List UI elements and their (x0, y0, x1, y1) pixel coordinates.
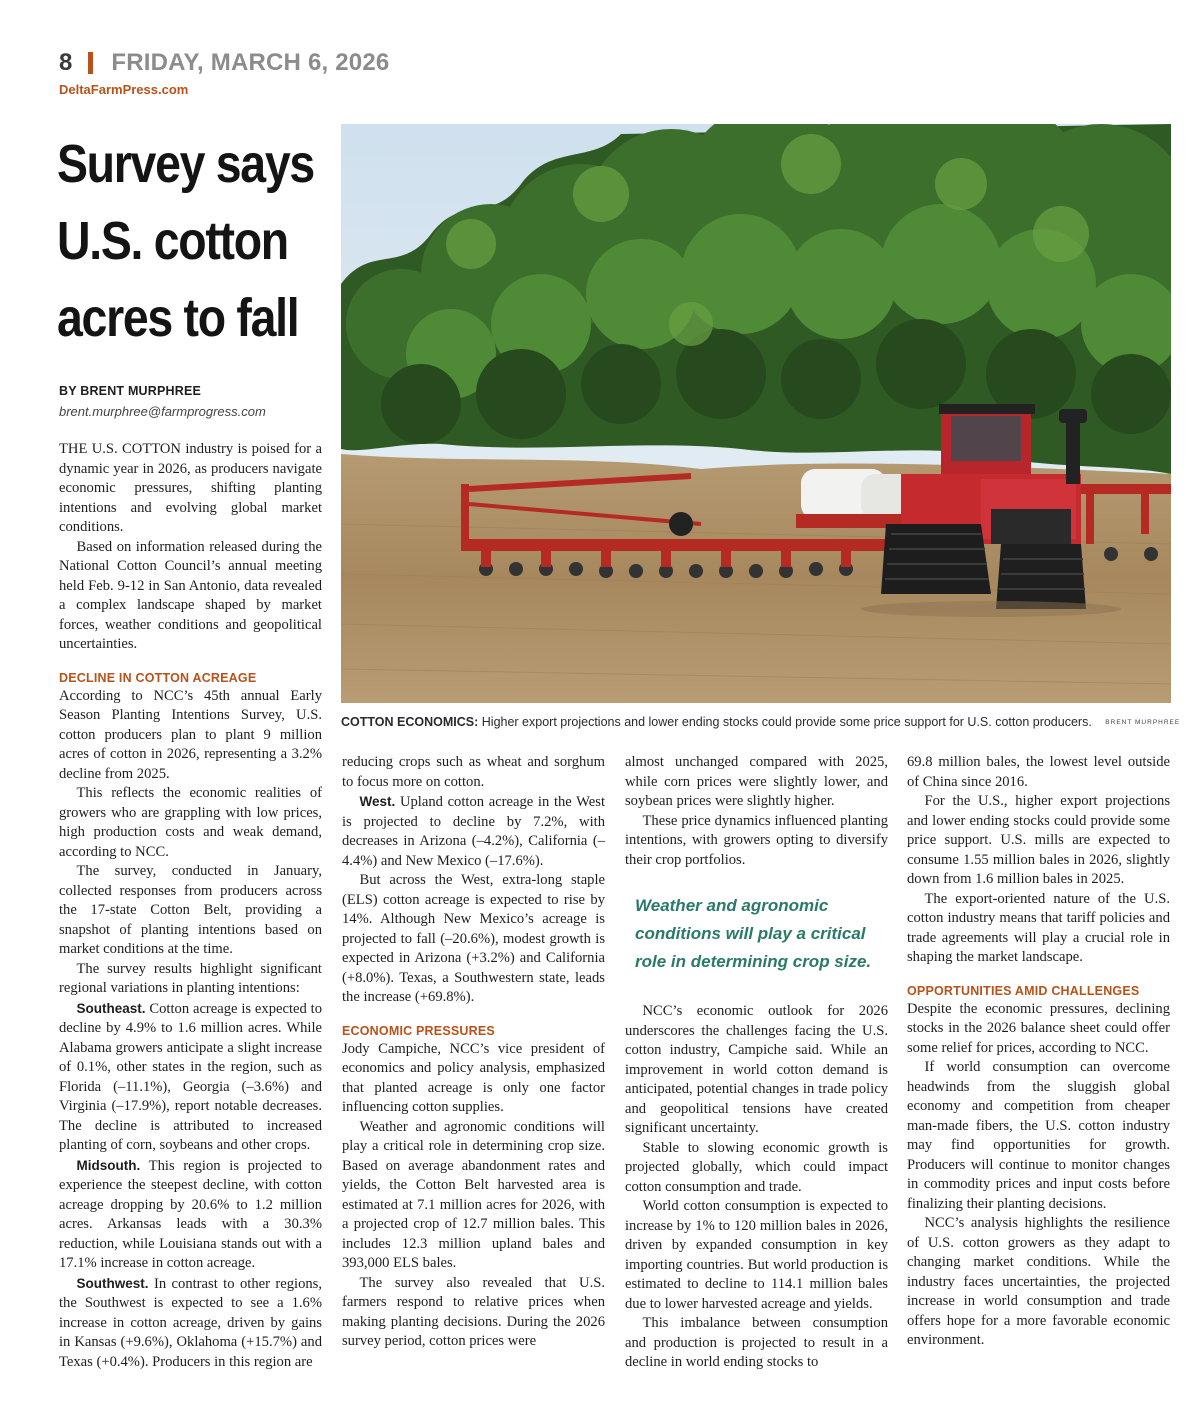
subhead-decline: DECLINE IN COTTON ACREAGE (59, 670, 257, 685)
paragraph: Jody Campiche, NCC’s vice president of economics and policy analysis, emphasized that planted acreage is only one factor influencing cotton supplies. (342, 1040, 605, 1115)
paragraph: Stable to slowing economic growth is projected globally, which could impact cotton consumption and trade. (625, 1139, 888, 1195)
paragraph: THE U.S. COTTON industry is poised for a dynamic year in 2026, as producers navigate economic pressures, shifting planting intentions and evolving global market conditions. (59, 441, 322, 535)
paragraph: These price dynamics influenced planting intentions, with growers opting to diversify their crop portfolios. (625, 812, 888, 868)
paragraph: For the U.S., higher export projections and lower ending stocks could provide some price support. U.S. mills are expected to consume 1.55 million bales in 2026, slightly down from 1.6 million bales in 2025. (907, 793, 1170, 887)
headline-line-1: Survey says (57, 134, 314, 194)
paragraph: The survey also revealed that U.S. farmers respond to relative prices when making planting decisions. During the 2026 survey period, cotton prices were (342, 1274, 605, 1349)
folio-divider (88, 52, 93, 74)
caption-label: COTTON ECONOMICS: (341, 715, 479, 729)
region-label-southwest: Southwest. (76, 1275, 149, 1291)
caption-text: Higher export projections and lower ending stocks could provide some price support for U.S. cotton producers. (481, 715, 1092, 729)
headline-line-2: U.S. cotton (57, 211, 288, 271)
headline-line-3: acres to fall (57, 288, 299, 348)
paragraph: According to NCC’s 45th annual Early Season Planting Intentions Survey, U.S. cotton producers plan to plant 9 million acres of cotton in 2026, representing a 3.2% decline from 2025. (59, 687, 322, 782)
paragraph: The survey results highlight significant regional variations in planting intentions: (59, 960, 322, 996)
region-label-southeast: Southeast. (76, 1000, 146, 1016)
photo-credit: BRENT MURPHREE (1105, 719, 1181, 727)
byline: BY BRENT MURPHREE (59, 384, 202, 398)
tractor-planter-photo (341, 124, 1171, 703)
paragraph: If world consumption can overcome headwinds from the sluggish global economy and competition from cheaper man-made fibers, the U.S. cotton industry may find opportunities for growth. Producers will continue to monitor changes in commodity prices and input costs before finalizing their planting decisions. (907, 1059, 1170, 1212)
region-text-west: Upland cotton acreage in the West is projected to decline by 7.2%, with decreases in Arizona (–4.2%), California (–4.4%) and New Mexico (–17.6%). (342, 794, 605, 869)
paragraph: NCC’s economic outlook for 2026 underscores the challenges facing the U.S. cotton industry, Campiche said. While an improvement in world cotton demand is anticipated, potential changes in trade policy and geopolitical tensions have created significant uncertainty. (625, 1003, 888, 1136)
page-folio (59, 46, 389, 80)
paragraph: NCC’s analysis highlights the resilience of U.S. cotton growers as they adapt to changing market conditions. While the industry faces uncertainties, the projected increase in world consumption and trade offers hope for a more favorable economic environment. (907, 1215, 1170, 1348)
paragraph-west (342, 792, 605, 871)
paragraph: The export-oriented nature of the U.S. cotton industry means that tariff policies and trade agreements will play a crucial role in shaping the market landscape. (907, 890, 1170, 965)
site-url[interactable]: DeltaFarmPress.com (59, 82, 189, 97)
paragraph: Weather and agronomic conditions will play a critical role in determining crop size. Based on average abandonment rates and yields, the Cotton Belt harvested area is estimated at 7.1 million acres for 2026, with a projected crop of 12.7 million bales. This includes 12.3 million upland bales and 393,000 ELS bales. (342, 1118, 605, 1271)
paragraph: Despite the economic pressures, declining stocks in the 2026 balance sheet could offer some relief for prices, according to NCC. (907, 1000, 1170, 1056)
issue-date: FRIDAY, MARCH 6, 2026 (111, 49, 390, 76)
article-column-4 (907, 753, 1170, 1351)
article-column-1 (59, 440, 322, 1372)
region-text-midsouth: This region is projected to experience the steepest decline, with cotton acreage dropping by 20.6% to 1.2 million acres. Arkansas leads with a 30.3% reduction, while Louisiana stands out with a 17.1% increase in cotton acreage. (59, 1157, 322, 1271)
paragraph: reducing crops such as wheat and sorghum to focus more on cotton. (342, 754, 605, 790)
region-text-southeast: Cotton acreage is expected to decline by 4.9% to 1.6 million acres. While Alabama growers anticipate a slight increase of 0.1%, other states in the region, such as Florida (–11.1%), Georgia (–3.6%) and Virginia (–17.9%), report notable decreases. The decline is attributed to increased planting of corn, soybeans and other crops. (59, 1000, 322, 1153)
paragraph: Based on information released during the National Cotton Council’s annual meeting held Feb. 9-12 in San Antonio, data revealed a complex landscape shaped by market forces, weather conditions and geopolitical uncertainties. (59, 538, 322, 652)
paragraph: almost unchanged compared with 2025, while corn prices were slightly lower, and soybean prices were slightly higher. (625, 754, 888, 809)
article-column-2 (342, 753, 605, 1352)
region-label-west: West. (359, 794, 396, 809)
region-text-southwest: In contrast to other regions, the Southwest is expected to see a 1.6% increase in cotton acreage, driven by gains in Kansas (+9.6%), Oklahoma (+15.7%) and Texas (+0.4%). Producers in this region are (59, 1275, 322, 1370)
paragraph-midsouth (59, 1156, 322, 1274)
article-column-3 (625, 753, 888, 1373)
headline (57, 126, 314, 357)
paragraph: World cotton consumption is expected to increase by 1% to 120 million bales in 2026, driven by expanded consumption in key importing countries. But world production is estimated to decline to 114.1 million bales due to lower harvested acreage and yields. (625, 1198, 888, 1312)
paragraph: The survey, conducted in January, collected responses from producers across the 17-state Cotton Belt, providing a snapshot of planting intentions based on market conditions at the time. (59, 863, 322, 957)
pull-quote: Weather and agronomic conditions will play a critical role in determining crop size. (635, 896, 872, 971)
paragraph: This imbalance between consumption and production is projected to result in a decline in world ending stocks to (625, 1315, 888, 1370)
page-number: 8 (59, 49, 73, 76)
paragraph: But across the West, extra-long staple (ELS) cotton acreage is expected to rise by 14%. Although New Mexico’s acreage is projected to fall (–20.6%), modest growth is expected in Arizona (+3.2%) and California (+8.0%). Texas, a Southwestern state, leads the increase (+69.8%). (342, 872, 605, 1005)
paragraph-southeast (59, 999, 322, 1156)
paragraph-southwest (59, 1274, 322, 1373)
subhead-opportunities: OPPORTUNITIES AMID CHALLENGES (907, 983, 1140, 998)
subhead-economic: ECONOMIC PRESSURES (342, 1023, 495, 1038)
region-label-midsouth: Midsouth. (76, 1157, 141, 1173)
photo-caption (341, 715, 1181, 729)
paragraph: This reflects the economic realities of growers who are grappling with low prices, high production costs and weak demand, according to NCC. (59, 785, 322, 860)
author-email[interactable]: brent.murphree@farmprogress.com (59, 404, 266, 419)
paragraph: 69.8 million bales, the lowest level outside of China since 2016. (907, 754, 1170, 790)
